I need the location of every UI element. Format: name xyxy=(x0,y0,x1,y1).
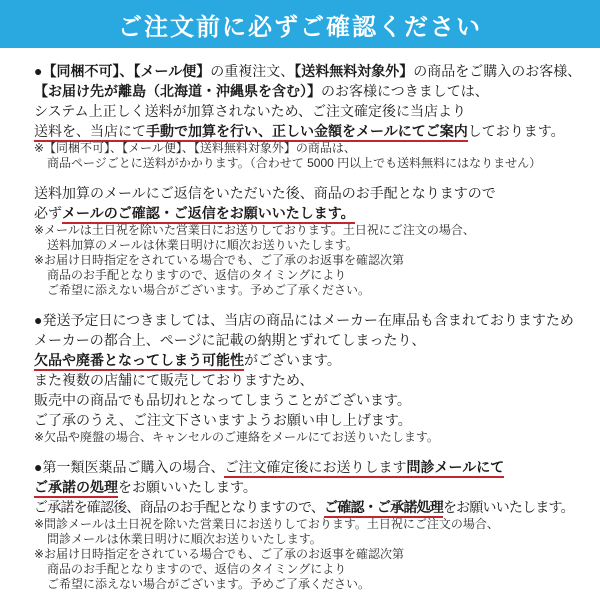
notice-section xyxy=(34,457,584,592)
highlighted-text: ご確認・ご承諾処理 xyxy=(324,499,443,518)
text-segment: ※お届け日時指定をされている場合でも、ご了承のお返事を確認次第 xyxy=(34,547,405,561)
text-line xyxy=(34,283,584,298)
header-banner xyxy=(0,0,600,48)
text-line xyxy=(34,223,584,238)
text-segment: ※問診メールは土日祝を除いた営業日にお送りしております。土日祝にご注文の場合、 xyxy=(34,517,499,531)
text-line xyxy=(34,268,584,283)
text-segment: ※【同梱不可】、【メール便】、【送料無料対象外】の商品は、 xyxy=(34,141,356,155)
text-line xyxy=(34,430,584,445)
text-segment: がございます。 xyxy=(244,352,341,368)
text-segment: システム上正しく送料が加算されないため、ご注文確定後に当店より xyxy=(34,103,467,119)
text-segment: 【送料無料対象外】 xyxy=(294,63,414,79)
text-line xyxy=(34,457,584,477)
text-line xyxy=(34,156,584,171)
text-line xyxy=(34,61,584,81)
text-segment: をお願いいたします。 xyxy=(118,479,257,495)
text-segment: しております。 xyxy=(467,123,565,139)
text-segment: 販売中の商品でも品切れとなってしまうことがございます。 xyxy=(34,392,411,408)
text-segment: の商品をご購入のお客様、 xyxy=(413,63,582,79)
text-segment: 商品のお手配となりますので、返信のタイミングにより xyxy=(47,562,347,576)
text-line xyxy=(34,81,584,101)
text-segment: の重複注文、 xyxy=(210,63,295,79)
text-line xyxy=(34,517,584,532)
text-segment: 送料加算のメールにご返信をいただいた後、商品のお手配となりますので xyxy=(34,185,496,201)
text-line xyxy=(34,101,584,121)
text-segment: ●第一類医薬品ご購入の場合、 xyxy=(34,459,225,475)
text-line xyxy=(34,532,584,547)
text-segment: ご希望に添えない場合がございます。予めご了承ください。 xyxy=(47,577,371,591)
text-line xyxy=(34,121,584,141)
text-segment: 送料加算のメールは休業日明けに順次お送りいたします。 xyxy=(47,238,358,252)
highlighted-text: 手動で加算を行い、正しい金額をメールにてご案内 xyxy=(146,123,468,142)
text-line xyxy=(34,330,584,350)
page-title: ご注文前に必ずご確認ください xyxy=(118,13,482,41)
notice-body xyxy=(0,48,600,592)
highlighted-text: 問診メールにて xyxy=(406,459,504,478)
text-line xyxy=(34,497,584,517)
notice-section xyxy=(34,183,584,298)
highlighted-text: 欠品や廃番となってしまう可能性 xyxy=(34,352,244,371)
highlighted-text: ご承諾の処理 xyxy=(34,479,118,498)
text-line xyxy=(34,390,584,410)
text-line xyxy=(34,350,584,370)
highlighted-text: ご注文確定後にお送りします xyxy=(224,459,406,478)
text-segment: ● xyxy=(34,63,43,79)
text-segment: をお願いいたします。 xyxy=(442,499,574,515)
text-segment: ●発送予定日につきましては、当店の商品にはメーカー在庫品も含まれておりますため xyxy=(34,312,574,328)
notice-section xyxy=(34,310,584,445)
text-line xyxy=(34,253,584,268)
text-line xyxy=(34,203,584,223)
text-segment: ※お届け日時指定をされている場合でも、ご了承のお返事を確認次第 xyxy=(34,253,405,267)
text-segment: ご承諾を確認後、商品のお手配となりますので、 xyxy=(34,499,325,515)
text-line xyxy=(34,477,584,497)
text-segment: 商品のお手配となりますので、返信のタイミングにより xyxy=(47,268,347,282)
text-line xyxy=(34,562,584,577)
text-segment: ※欠品や廃盤の場合、キャンセルのご連絡をメールにてお送りいたします。 xyxy=(34,430,439,444)
text-segment: ご了承のうえ、ご注文下さいますようお願い申し上げます。 xyxy=(34,412,412,428)
text-line xyxy=(34,238,584,253)
text-segment: ご希望に添えない場合がございます。予めご了承ください。 xyxy=(47,283,371,297)
highlighted-text: メールのご確認・ご返信をお願いいたします。 xyxy=(62,205,355,224)
text-segment: メーカーの都合上、ページに記載の納期とずれてしまったり、 xyxy=(34,332,426,348)
text-segment: のお客様につきましては、 xyxy=(321,83,489,99)
text-segment: 商品ページごとに送料がかかります。（合わせて 5000 円以上でも送料無料にはなりません） xyxy=(47,156,542,170)
text-line xyxy=(34,141,584,156)
text-segment: また複数の店舗にて販売しておりますため、 xyxy=(34,372,314,388)
text-line xyxy=(34,370,584,390)
text-line xyxy=(34,410,584,430)
text-segment: 【同梱不可】、【メール便】 xyxy=(42,63,211,79)
text-segment: ※メールは土日祝を除いた営業日にお送りしております。土日祝にご注文の場合、 xyxy=(34,223,475,237)
text-segment: 必ず xyxy=(34,205,62,221)
text-line xyxy=(34,183,584,203)
text-segment: 問診メールは休業日明けに順次お送りいたします。 xyxy=(47,532,322,546)
text-line xyxy=(34,310,584,330)
text-line xyxy=(34,547,584,562)
highlighted-text: 送料を、当店にて xyxy=(34,123,146,142)
text-segment: 【お届け先が離島（北海道・沖縄県を含む）】 xyxy=(34,83,321,99)
text-line xyxy=(34,577,584,592)
notice-section xyxy=(34,61,584,171)
